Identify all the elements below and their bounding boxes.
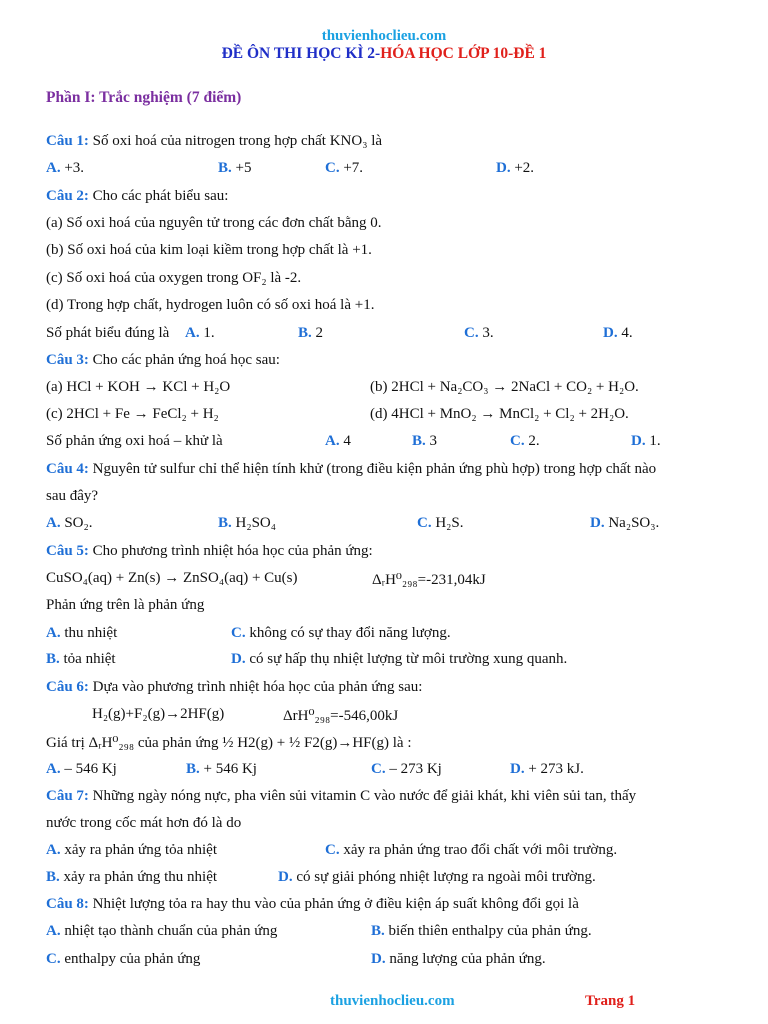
q4-c-value: H₂S. <box>435 515 464 531</box>
q2-d-value: 4. <box>621 325 633 341</box>
q5-text: Cho phương trình nhiệt hóa học của phản ứng: <box>92 543 373 559</box>
q5-c-key: C. <box>231 625 246 641</box>
q1-label: Câu 1: <box>46 133 89 149</box>
q1-option-d <box>496 160 534 177</box>
q3-option-c <box>510 433 540 450</box>
q6-option-a <box>46 761 117 778</box>
q1-option-c <box>325 160 363 177</box>
q6-text: Dựa vào phương trình nhiệt hóa học của phản ứng sau: <box>92 679 423 695</box>
q6-b-value: + 546 Kj <box>203 761 257 777</box>
q3-question: Số phản ứng oxi hoá – khử là <box>46 433 223 449</box>
q8-label: Câu 8: <box>46 896 89 912</box>
q5-option-d <box>231 651 567 668</box>
q2-stem <box>46 188 228 205</box>
q8-option-c <box>46 951 200 968</box>
q6-c-key: C. <box>371 761 386 777</box>
q2-statement-d: (d) Trong hợp chất, hydrogen luôn có số oxi hoá là +1. <box>46 297 375 313</box>
q2-statement-b: (b) Số oxi hoá của kim loại kiềm trong hợp chất là +1. <box>46 242 372 258</box>
q5-b-value: tỏa nhiệt <box>63 651 116 667</box>
q7-line2: nước trong cốc mát hơn đó là do <box>46 815 242 831</box>
q6-label: Câu 6: <box>46 679 89 695</box>
q8-text: Nhiệt lượng tỏa ra hay thu vào của phản ứng ở điều kiện áp suất không đổi gọi là <box>92 896 579 912</box>
page-title <box>0 45 768 63</box>
q5-c-value: không có sự thay đổi năng lượng. <box>249 625 451 641</box>
q5-b-key: B. <box>46 651 60 667</box>
q8-d-value: năng lượng của phản ứng. <box>389 951 546 967</box>
q5-enthalpy: ΔᵣH⁰₂₉₈=-231,04kJ <box>372 572 486 588</box>
q4-b-value: H₂SO₄ <box>235 515 276 531</box>
q5-option-a <box>46 625 117 642</box>
q1-c-key: C. <box>325 160 340 176</box>
q1-b-value: +5 <box>235 160 252 176</box>
q2-label: Câu 2: <box>46 188 89 204</box>
q3-label: Câu 3: <box>46 352 89 368</box>
q8-b-value: biến thiên enthalpy của phản ứng. <box>388 923 592 939</box>
q2-option-a <box>185 325 215 342</box>
q8-c-key: C. <box>46 951 61 967</box>
q1-d-value: +2. <box>514 160 535 176</box>
q4-label: Câu 4: <box>46 461 89 477</box>
q8-a-key: A. <box>46 923 61 939</box>
q4-line2: sau đây? <box>46 488 99 504</box>
q1-b-key: B. <box>218 160 232 176</box>
q8-b-key: B. <box>371 923 385 939</box>
q2-c-value: 3. <box>482 325 494 341</box>
q4-option-c <box>417 515 464 532</box>
q3-option-a <box>325 433 351 450</box>
q2-b-key: B. <box>298 325 312 341</box>
q1-option-b <box>218 160 251 177</box>
title-part1: ĐỀ ÔN THI HỌC KÌ 2- <box>221 45 381 62</box>
q8-a-value: nhiệt tạo thành chuẩn của phản ứng <box>64 923 278 939</box>
q3-d-value: 1. <box>649 433 661 449</box>
q3-c-key: C. <box>510 433 525 449</box>
q2-statement-c: (c) Số oxi hoá của oxygen trong OF₂ là -2. <box>46 270 302 286</box>
q3-a-key: A. <box>325 433 340 449</box>
q3-a-value: 4 <box>343 433 351 449</box>
q7-c-value: xảy ra phản ứng trao đổi chất với môi trường. <box>343 842 618 858</box>
q3-c-value: 2. <box>528 433 540 449</box>
q5-option-b <box>46 651 116 668</box>
q7-c-key: C. <box>325 842 340 858</box>
q5-equation: CuSO₄(aq) + Zn(s) → ZnSO₄(aq) + Cu(s) <box>46 570 298 586</box>
q8-option-b <box>371 923 592 940</box>
q8-option-a <box>46 923 277 940</box>
q3-text: Cho các phản ứng hoá học sau: <box>92 352 280 368</box>
title-part2: HÓA HỌC LỚP 10-ĐỀ 1 <box>380 45 547 62</box>
q8-c-value: enthalpy của phản ứng <box>64 951 201 967</box>
q3-d-key: D. <box>631 433 646 449</box>
q1-text: Số oxi hoá của nitrogen trong hợp chất KNO₃ là <box>92 133 383 149</box>
q3-option-d <box>631 433 661 450</box>
q4-line1: Nguyên tử sulfur chỉ thể hiện tính khử (trong điều kiện phản ứng phù hợp) trong hợp chất nào <box>92 461 657 477</box>
q1-a-key: A. <box>46 160 61 176</box>
q2-question: Số phát biểu đúng là <box>46 325 170 341</box>
q3-reaction-a: (a) HCl + KOH → KCl + H₂O <box>46 379 231 395</box>
q7-option-a <box>46 842 217 859</box>
q7-stem <box>46 788 636 805</box>
q2-option-b <box>298 325 323 342</box>
q7-line1: Những ngày nóng nực, pha viên sủi vitamin C vào nước để giải khát, khi viên sủi tan, thấy <box>92 788 637 804</box>
q8-option-d <box>371 951 546 968</box>
footer-site[interactable]: thuvienhoclieu.com <box>330 993 455 1009</box>
q6-enthalpy: ΔrH⁰₂₉₈=-546,00kJ <box>283 708 399 724</box>
q6-c-value: – 273 Kj <box>389 761 442 777</box>
q7-a-key: A. <box>46 842 61 858</box>
q5-a-value: thu nhiệt <box>64 625 118 641</box>
q5-question: Phản ứng trên là phản ứng <box>46 597 205 613</box>
q2-text: Cho các phát biểu sau: <box>92 188 229 204</box>
q8-stem <box>46 896 579 913</box>
q7-d-value: có sự giải phóng nhiệt lượng ra ngoài môi trường. <box>296 869 596 885</box>
header-site[interactable]: thuvienhoclieu.com <box>321 28 447 44</box>
q5-label: Câu 5: <box>46 543 89 559</box>
q1-stem <box>46 133 382 150</box>
q6-b-key: B. <box>186 761 200 777</box>
q7-label: Câu 7: <box>46 788 89 804</box>
q7-b-value: xảy ra phản ứng thu nhiệt <box>63 869 218 885</box>
q7-b-key: B. <box>46 869 60 885</box>
q5-stem <box>46 543 373 560</box>
section-heading: Phần I: Trắc nghiệm (7 điểm) <box>46 89 242 106</box>
q3-reaction-d: (d) 4HCl + MnO₂ → MnCl₂ + Cl₂ + 2H₂O. <box>370 406 629 422</box>
q3-reaction-c: (c) 2HCl + Fe → FeCl₂ + H₂ <box>46 406 219 422</box>
q6-d-value: + 273 kJ. <box>528 761 584 777</box>
q6-option-d <box>510 761 584 778</box>
q1-option-a <box>46 160 84 177</box>
q6-question: Giá trị ΔᵣH⁰₂₉₈ của phản ứng ½ H2(g) + ½ F2(g)→HF(g) là : <box>46 735 412 751</box>
q5-a-key: A. <box>46 625 61 641</box>
q4-a-key: A. <box>46 515 61 531</box>
q4-stem <box>46 461 656 478</box>
q3-reaction-b: (b) 2HCl + Na₂CO₃ → 2NaCl + CO₂ + H₂O. <box>370 379 639 395</box>
q2-d-key: D. <box>603 325 618 341</box>
q4-a-value: SO₂. <box>64 515 93 531</box>
page-number: Trang 1 <box>585 993 636 1009</box>
q4-option-d <box>590 515 659 532</box>
q4-c-key: C. <box>417 515 432 531</box>
q6-option-c <box>371 761 442 778</box>
q7-option-d <box>278 869 596 886</box>
q5-d-value: có sự hấp thụ nhiệt lượng từ môi trường xung quanh. <box>249 651 568 667</box>
q3-b-key: B. <box>412 433 426 449</box>
q2-option-d <box>603 325 633 342</box>
q2-b-value: 2 <box>315 325 324 341</box>
q2-statement-a: (a) Số oxi hoá của nguyên tử trong các đơn chất bằng 0. <box>46 215 382 231</box>
q2-option-c <box>464 325 494 342</box>
q1-a-value: +3. <box>64 160 85 176</box>
q6-equation: H₂(g)+F₂(g)→2HF(g) <box>92 706 225 722</box>
q5-option-c <box>231 625 451 642</box>
q6-a-key: A. <box>46 761 61 777</box>
q1-c-value: +7. <box>343 160 364 176</box>
q7-option-b <box>46 869 217 886</box>
q4-option-b <box>218 515 276 532</box>
q3-stem <box>46 352 280 369</box>
q3-option-b <box>412 433 437 450</box>
q4-d-value: Na₂SO₃. <box>608 515 660 531</box>
q7-d-key: D. <box>278 869 293 885</box>
q2-a-value: 1. <box>203 325 215 341</box>
q4-d-key: D. <box>590 515 605 531</box>
q1-d-key: D. <box>496 160 511 176</box>
q2-c-key: C. <box>464 325 479 341</box>
q4-b-key: B. <box>218 515 232 531</box>
q6-stem <box>46 679 422 696</box>
q6-option-b <box>186 761 257 778</box>
q7-option-c <box>325 842 617 859</box>
q6-a-value: – 546 Kj <box>64 761 117 777</box>
q8-d-key: D. <box>371 951 386 967</box>
q6-d-key: D. <box>510 761 525 777</box>
q7-a-value: xảy ra phản ứng tỏa nhiệt <box>64 842 218 858</box>
q4-option-a <box>46 515 93 532</box>
q5-d-key: D. <box>231 651 246 667</box>
q3-b-value: 3 <box>429 433 438 449</box>
q2-a-key: A. <box>185 325 200 341</box>
